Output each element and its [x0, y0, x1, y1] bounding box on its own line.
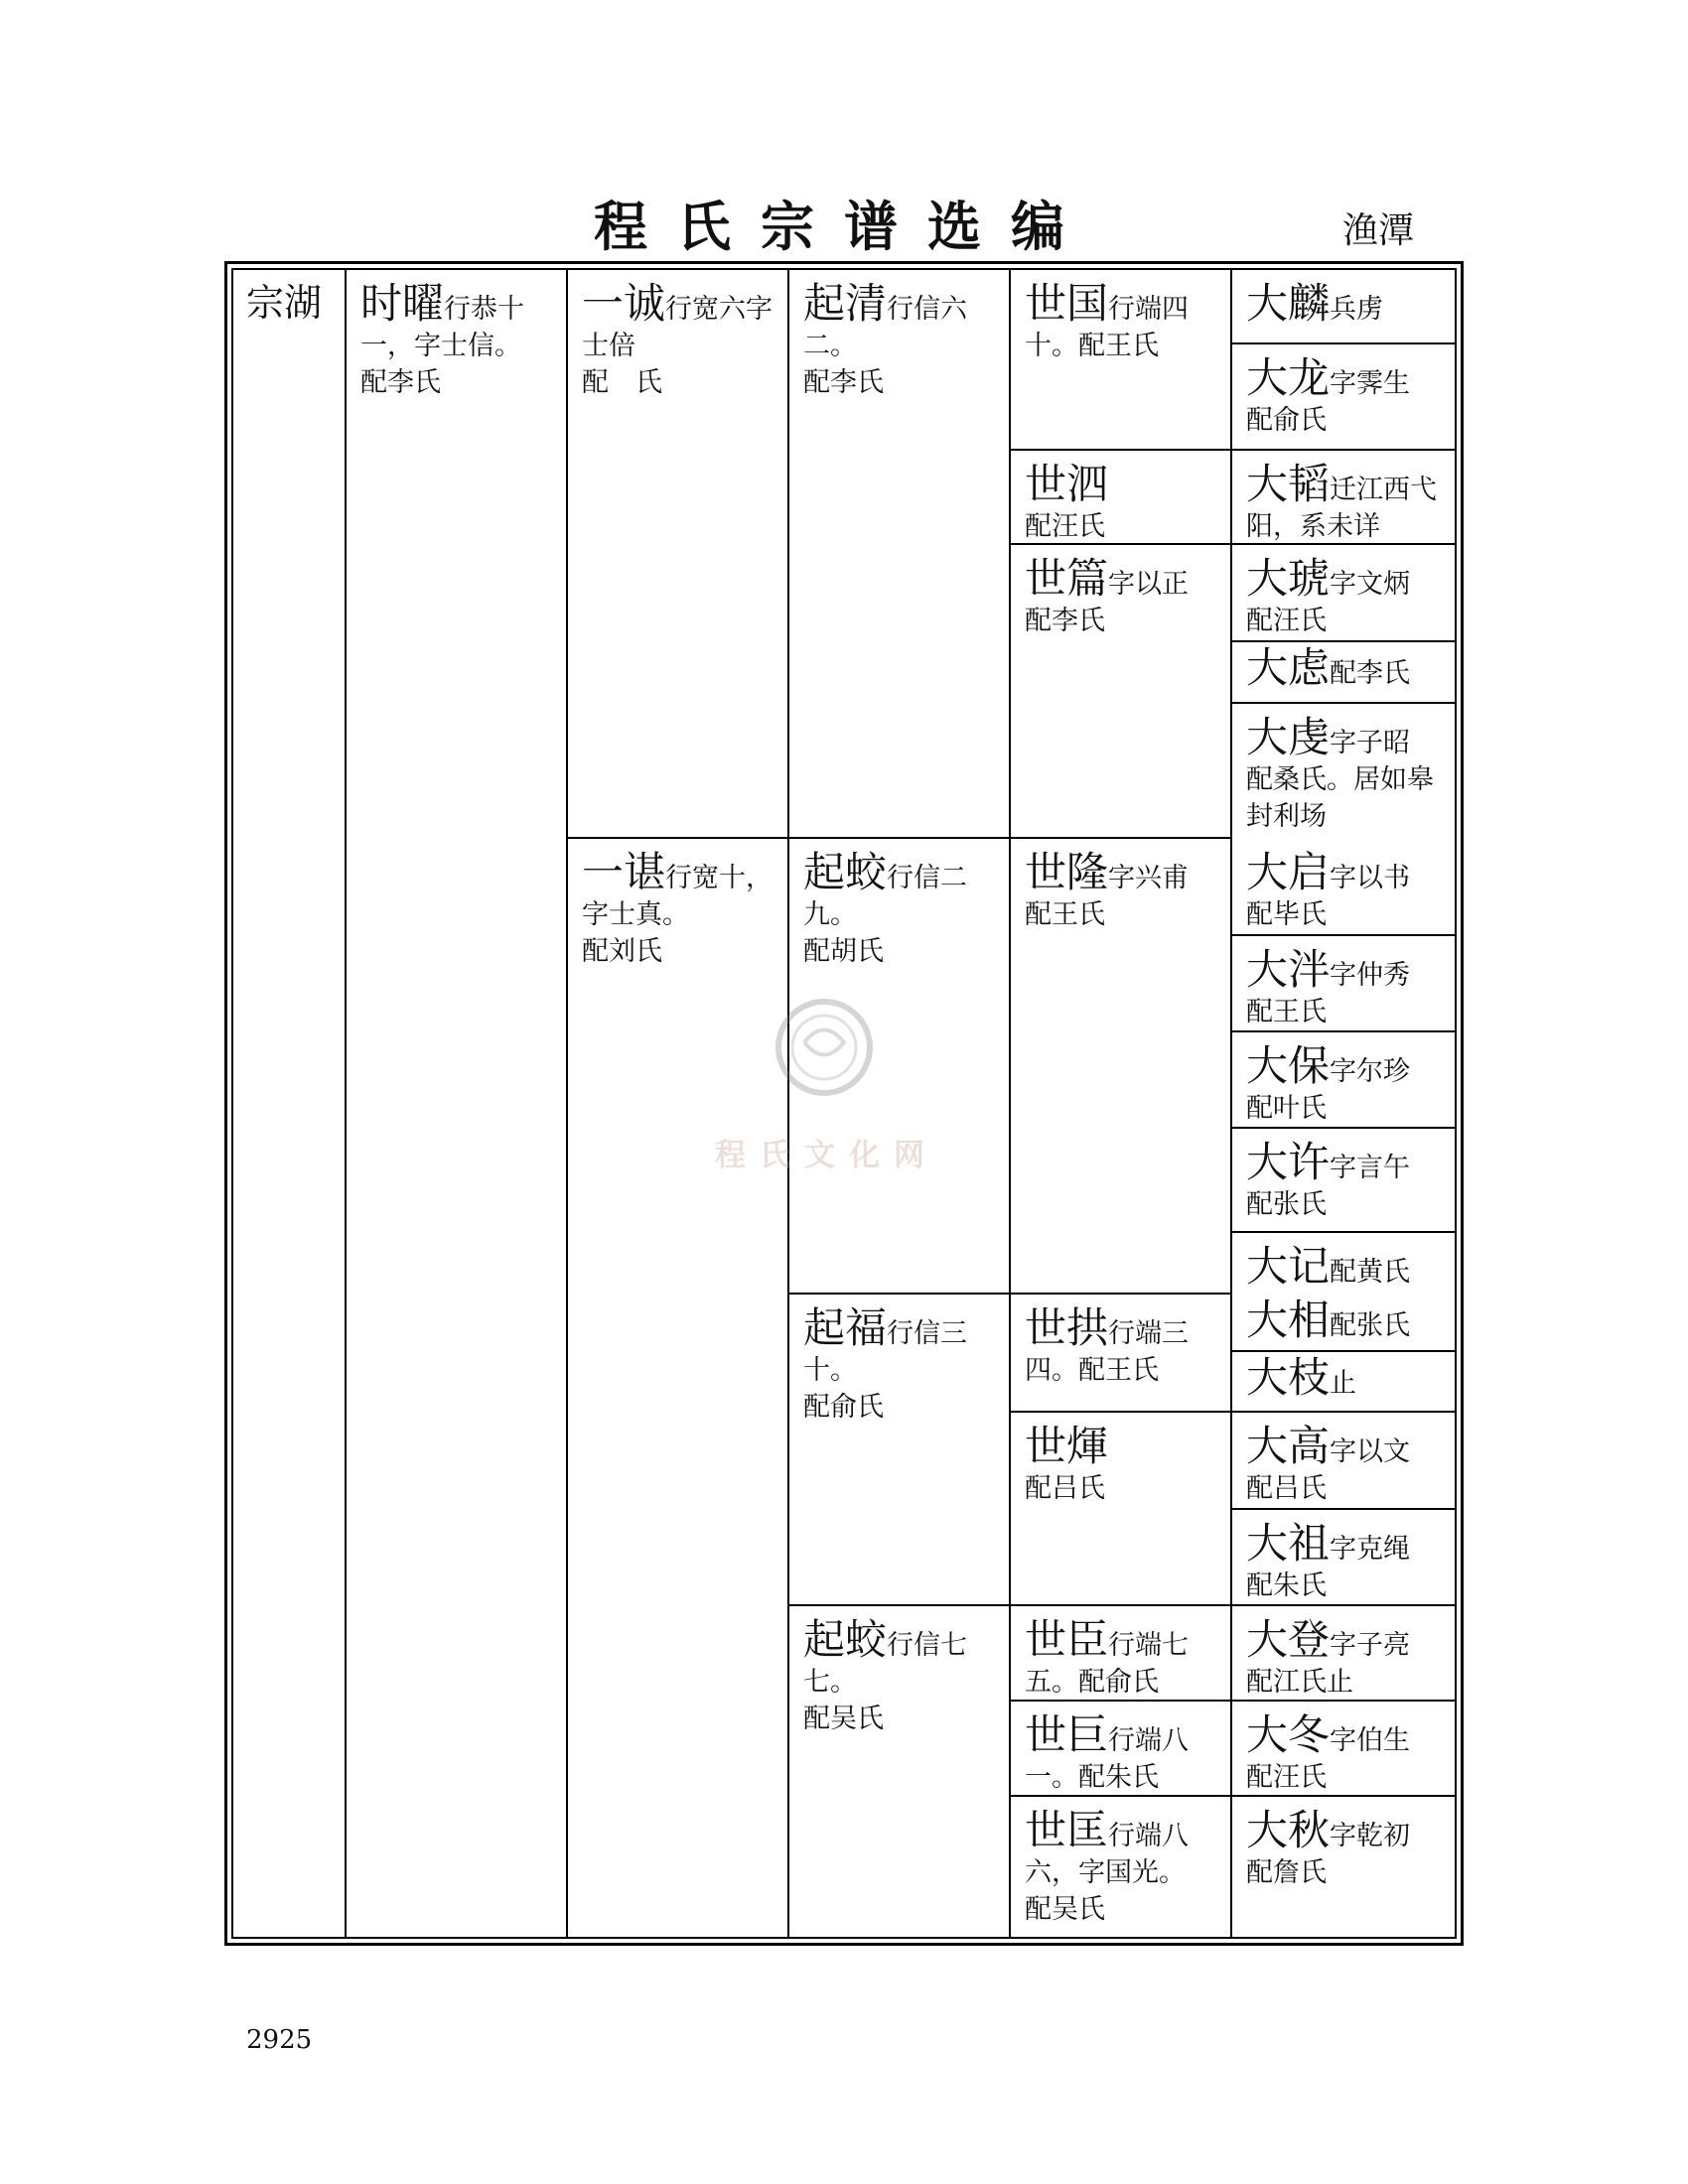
person-note: 字伯生 [1330, 1725, 1411, 1756]
person-note: 字以文 [1330, 1436, 1411, 1467]
person-name: 世隆 [1025, 848, 1109, 896]
column-divider [566, 268, 568, 1939]
spouse-note: 配王氏 [1246, 997, 1327, 1027]
person-name: 世煇 [1025, 1422, 1109, 1470]
person-note: 行端三四。配王氏 [1025, 1318, 1190, 1386]
genealogy-entry [360, 270, 557, 401]
spouse-note: 配李氏 [803, 367, 884, 398]
person-name: 起福 [803, 1303, 888, 1352]
genealogy-entry [803, 1295, 1000, 1426]
genealogy-entry [803, 839, 1000, 970]
genealogy-entry [582, 839, 778, 970]
person-note: 行宽六字士倍 [582, 294, 774, 361]
genealogy-entry [1025, 1702, 1221, 1796]
person-name: 大记 [1246, 1242, 1331, 1291]
genealogy-entry [803, 1606, 1000, 1737]
genealogy-entry [1246, 545, 1450, 639]
genealogy-entry [1246, 1797, 1450, 1891]
watermark-text: 程氏文化网 [715, 1138, 938, 1173]
locality-label: 渔潭 [1342, 210, 1415, 251]
person-note: 行信三十。 [803, 1318, 968, 1386]
genealogy-entry [1025, 1797, 1221, 1928]
person-name: 世臣 [1025, 1615, 1109, 1664]
person-name: 大登 [1246, 1615, 1331, 1664]
genealogy-entry [1246, 1295, 1450, 1344]
spouse-note: 配毕氏 [1246, 899, 1327, 930]
person-name: 世巨 [1025, 1710, 1109, 1759]
genealogy-entry [582, 270, 778, 401]
person-note: 行宽十，字士真。 [582, 863, 774, 930]
person-note: 字言午 [1330, 1153, 1411, 1183]
person-name: 世泗 [1025, 460, 1109, 508]
genealogy-entry [1025, 1295, 1221, 1389]
person-name: 大韬 [1246, 460, 1331, 508]
clan-name: 宗湖 [246, 281, 323, 325]
person-note: 字尔珍 [1330, 1056, 1411, 1087]
person-note: 字克绳 [1330, 1534, 1411, 1565]
person-note: 字以书 [1330, 863, 1411, 893]
person-name: 时曜 [360, 279, 445, 328]
spouse-note: 配詹氏 [1246, 1857, 1327, 1888]
person-name: 世篇 [1025, 554, 1109, 603]
spouse-note: 配俞氏 [803, 1392, 884, 1423]
genealogy-entry [1025, 545, 1221, 639]
person-note: 配张氏 [1330, 1310, 1411, 1341]
spouse-note: 配李氏 [360, 367, 441, 398]
genealogy-entry [1246, 1233, 1450, 1291]
person-note: 配李氏 [1330, 658, 1411, 689]
person-name: 起蛟 [803, 1615, 888, 1664]
genealogy-entry [1246, 344, 1450, 439]
page-number: 2925 [246, 2025, 313, 2055]
spouse-note: 配叶氏 [1246, 1093, 1327, 1124]
person-name: 世匡 [1025, 1806, 1109, 1854]
person-name: 起蛟 [803, 848, 888, 896]
genealogy-entry [1025, 451, 1221, 545]
spouse-note: 配汪氏 [1246, 1762, 1327, 1793]
watermark-seal-icon [715, 993, 973, 1132]
person-note: 行端七五。配俞氏 [1025, 1630, 1190, 1698]
person-note: 字文炳 [1330, 569, 1411, 600]
person-note: 字子昭 [1330, 728, 1411, 758]
person-name: 大保 [1246, 1041, 1331, 1090]
person-note: 字以正 [1108, 569, 1190, 600]
person-name: 大枝 [1246, 1353, 1331, 1402]
genealogy-entry [1246, 270, 1450, 328]
person-note: 字霁生 [1330, 368, 1411, 399]
genealogy-entry [1246, 1702, 1450, 1796]
person-note: 行端八一。配朱氏 [1025, 1725, 1190, 1793]
spouse-note: 配吕氏 [1246, 1473, 1327, 1504]
person-name: 大许 [1246, 1138, 1331, 1186]
column-divider [1009, 268, 1011, 1939]
spouse-note: 配吕氏 [1025, 1473, 1105, 1504]
person-note: 迁江西弋阳，系未详 [1246, 475, 1438, 542]
person-note: 兵虏 [1330, 294, 1384, 325]
spouse-note: 配汪氏 [1246, 606, 1327, 636]
person-name: 世国 [1025, 279, 1109, 328]
genealogy-entry [1246, 936, 1450, 1030]
person-name: 起清 [803, 279, 888, 328]
watermark [715, 993, 973, 1191]
person-name: 大琥 [1246, 554, 1331, 603]
spouse-note: 配刘氏 [582, 936, 662, 967]
spouse-note: 配李氏 [1025, 606, 1105, 636]
person-name: 大虔 [1246, 713, 1331, 761]
spouse-note: 配江氏止 [1246, 1667, 1353, 1698]
person-note: 字乾初 [1330, 1821, 1411, 1851]
person-note: 行端八六，字国光。 [1025, 1821, 1190, 1888]
genealogy-entry [1025, 1413, 1221, 1507]
person-note: 止 [1330, 1368, 1357, 1399]
spouse-note: 配王氏 [1025, 899, 1105, 930]
genealogy-entry [1246, 704, 1450, 835]
person-name: 大高 [1246, 1422, 1331, 1470]
genealogy-entry [1025, 839, 1221, 933]
genealogy-entry [1246, 451, 1450, 545]
person-name: 大相 [1246, 1296, 1331, 1344]
spouse-note: 配汪氏 [1025, 511, 1105, 542]
genealogy-entry [1025, 270, 1221, 364]
genealogy-entry [1246, 642, 1450, 692]
person-note: 行端四十。配王氏 [1025, 294, 1190, 361]
genealogy-entry [1246, 1413, 1450, 1507]
spouse-note: 配桑氏。居如皋封利场 [1246, 764, 1434, 832]
person-name: 大祖 [1246, 1519, 1331, 1568]
person-note: 配黄氏 [1330, 1257, 1411, 1288]
person-note: 字兴甫 [1108, 863, 1190, 893]
person-name: 一谌 [582, 848, 666, 896]
person-note: 行信二九。 [803, 863, 968, 930]
person-name: 大秋 [1246, 1806, 1331, 1854]
person-note: 字仲秀 [1330, 960, 1411, 991]
spouse-note: 配胡氏 [803, 936, 884, 967]
genealogy-entry [1246, 839, 1450, 933]
genealogy-entry [1025, 1606, 1221, 1701]
spouse-note: 配吴氏 [1025, 1894, 1105, 1925]
spouse-note: 配吴氏 [803, 1704, 884, 1734]
person-name: 大龙 [1246, 353, 1331, 402]
person-name: 大泮 [1246, 945, 1331, 994]
column-divider [345, 268, 347, 1939]
person-name: 世拱 [1025, 1303, 1109, 1352]
genealogy-entry [1246, 1352, 1450, 1402]
spouse-note: 配朱氏 [1246, 1570, 1327, 1601]
genealogy-entry [1246, 1032, 1450, 1127]
person-name: 一诚 [582, 279, 666, 328]
spouse-note: 配 氏 [582, 367, 662, 398]
spouse-note: 配俞氏 [1246, 405, 1327, 436]
person-name: 大冬 [1246, 1710, 1331, 1759]
person-name: 大麟 [1246, 279, 1331, 328]
genealogy-entry [1246, 1129, 1450, 1223]
person-name: 大启 [1246, 848, 1331, 896]
person-note: 字子亮 [1330, 1630, 1411, 1661]
page-title: 程氏宗谱选编 [594, 196, 1094, 258]
person-note: 行恭十一，字士信。 [360, 294, 525, 361]
person-note: 行信七七。 [803, 1630, 968, 1698]
genealogy-entry [1246, 1606, 1450, 1701]
spouse-note: 配张氏 [1246, 1189, 1327, 1220]
person-name: 大虑 [1246, 643, 1331, 692]
genealogy-entry [803, 270, 1000, 401]
genealogy-entry [1246, 1510, 1450, 1604]
person-note: 行信六二。 [803, 294, 968, 361]
column-divider [1230, 268, 1232, 1939]
